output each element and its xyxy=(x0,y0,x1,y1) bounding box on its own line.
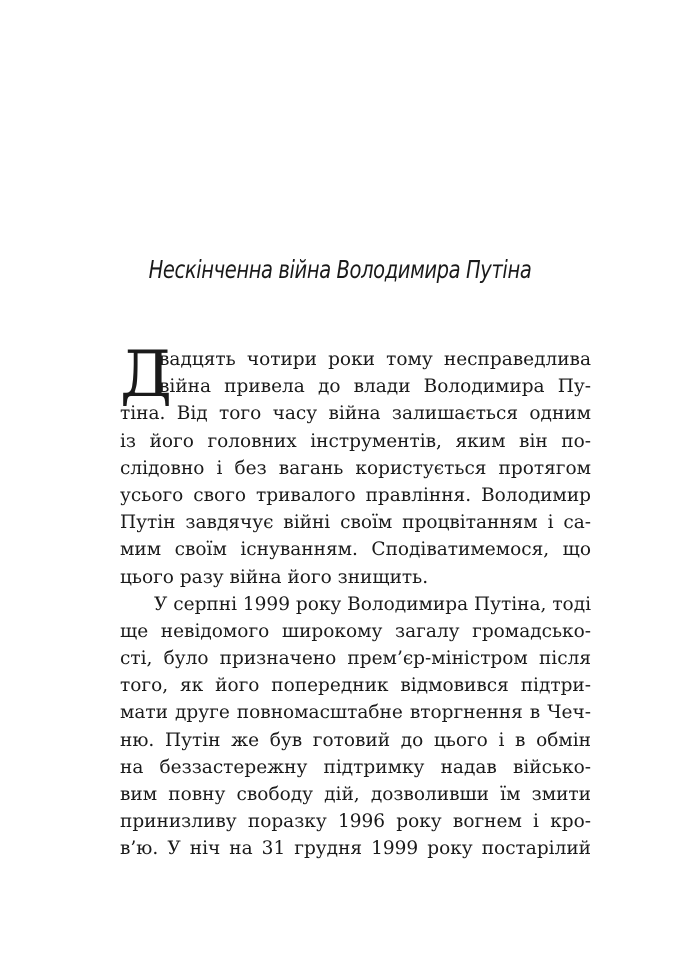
text-line: сті, було призначено прем’єр-міністром після xyxy=(120,648,591,670)
text-line: Путін завдячує війні своїм процвітанням і са- xyxy=(120,512,591,534)
text-line: цього разу війна його знищить. xyxy=(120,566,429,588)
text-line: усього свого тривалого правління. Володимир xyxy=(120,484,591,506)
text-line: слідовно і без вагань користується протягом xyxy=(120,457,591,479)
text-line: ще невідомого широкому загалу громадсько- xyxy=(120,620,591,642)
text-line: вим повну свободу дій, дозволивши їм змити xyxy=(120,784,591,805)
text-line: із його головних інструментів, яким він по- xyxy=(120,430,591,452)
text-line: тіна. Від того часу війна залишається одним xyxy=(120,403,591,425)
text-line: того, як його попередник відмовився підтри- xyxy=(120,675,591,697)
paragraph-2 xyxy=(120,591,591,863)
body-text xyxy=(120,338,591,863)
drop-cap: Д xyxy=(120,338,173,412)
text-line: в’ю. У ніч на 31 грудня 1999 року постарілий xyxy=(120,838,591,860)
text-line: ню. Путін же був готовий до цього і в обмін xyxy=(120,729,591,751)
text-line: У серпні 1999 року Володимира Путіна, тоді xyxy=(154,593,591,615)
text-line: мати друге повномасштабне вторгнення в Чеч- xyxy=(120,702,591,724)
text-line: вадцять чотири роки тому несправедлива xyxy=(159,349,591,370)
text-line: принизливу поразку 1996 року вогнем і кро- xyxy=(120,811,591,833)
text-line: війна привела до влади Володимира Пу- xyxy=(159,376,591,398)
paragraph-1 xyxy=(120,338,591,591)
text-line: мим своїм існуванням. Сподіватимемося, що xyxy=(120,539,591,561)
chapter-title: Нескінченна війна Володимира Путіна xyxy=(148,255,532,284)
text-line: на беззастережну підтримку надав військо- xyxy=(120,756,591,778)
